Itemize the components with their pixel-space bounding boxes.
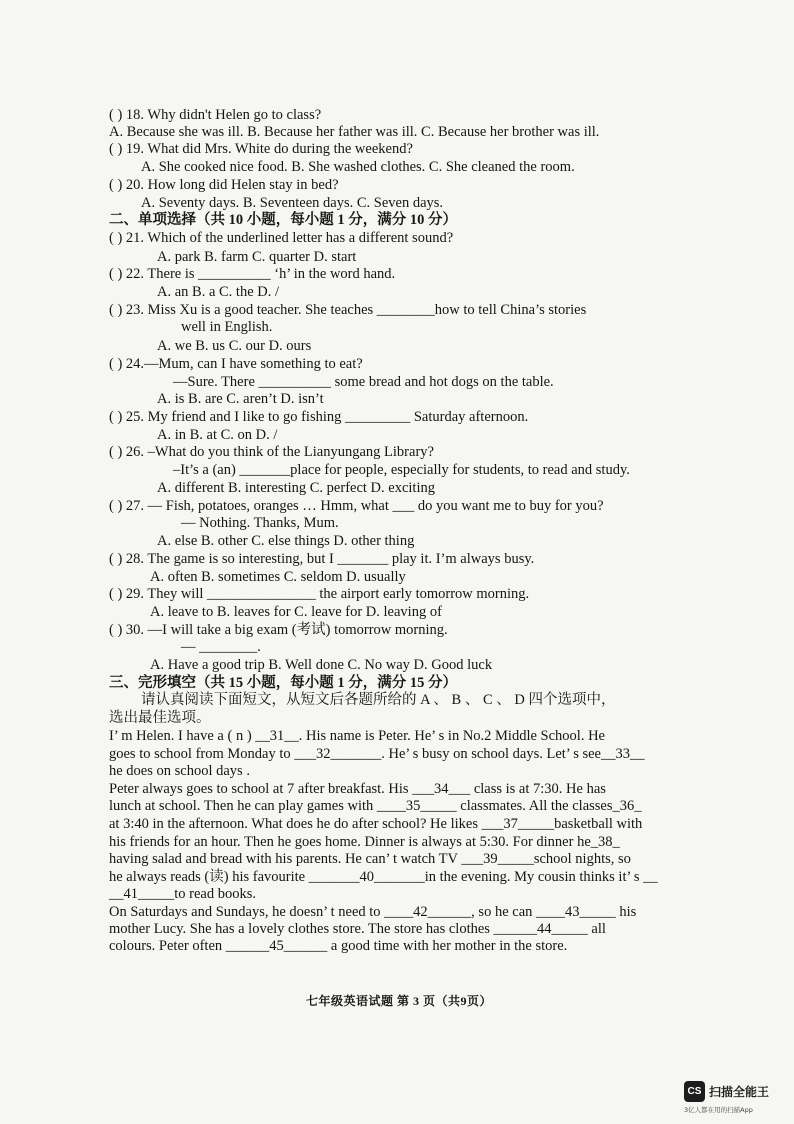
options-18: A. Because she was ill. B. Because her father was ill. C. Because her brother was ill. (109, 124, 600, 140)
question-21: ( ) 21. Which of the underlined letter has a different sound? (109, 230, 454, 246)
options-26: A. different B. interesting C. perfect D. exciting (157, 480, 435, 496)
passage-line: __41_____to read books. (109, 886, 256, 902)
question-27: ( ) 27. — Fish, potatoes, oranges … Hmm, what ___ do you want me to buy for you? (109, 498, 604, 514)
question-27-cont: — Nothing. Thanks, Mum. (181, 515, 339, 531)
camscanner-app-name: 扫描全能王 (709, 1085, 770, 1099)
question-24-cont: —Sure. There __________ some bread and hot dogs on the table. (173, 374, 554, 390)
section-3-heading: 三、完形填空（共 15 小题，每小题 1 分，满分 15 分） (109, 675, 457, 691)
question-26-cont: –It’s a (an) _______place for people, especially for students, to read and study. (173, 462, 630, 478)
question-23: ( ) 23. Miss Xu is a good teacher. She teaches ________how to tell China’s stories (109, 302, 587, 318)
question-22: ( ) 22. There is __________ ‘h’ in the word hand. (109, 266, 396, 282)
options-30: A. Have a good trip B. Well done C. No way D. Good luck (150, 657, 493, 673)
page-footer: 七年级英语试题 第 3 页（共9页） (306, 994, 493, 1008)
question-24: ( ) 24.—Mum, can I have something to eat? (109, 356, 363, 372)
question-26: ( ) 26. –What do you think of the Lianyungang Library? (109, 444, 434, 460)
question-28: ( ) 28. The game is so interesting, but I _______ play it. I’m always busy. (109, 551, 535, 567)
passage-line: he always reads (读) his favourite _______40_______in the evening. My cousin thinks it’ s __ (109, 869, 658, 885)
section-3-instructions: 请认真阅读下面短文，从短文后各题所给的 A 、 B 、 C 、 D 四个选项中， (141, 692, 616, 708)
question-23-cont: well in English. (181, 319, 273, 335)
options-22: A. an B. a C. the D. / (157, 284, 280, 300)
passage-line: Peter always goes to school at 7 after breakfast. His ___34___ class is at 7:30. He has (109, 781, 606, 797)
question-18: ( ) 18. Why didn't Helen go to class? (109, 107, 322, 123)
options-23: A. we B. us C. our D. ours (157, 338, 312, 354)
passage-line: I’ m Helen. I have a ( n ) __31__. His name is Peter. He’ s in No.2 Middle School. He (109, 728, 605, 744)
camscanner-tagline: 3亿人都在用的扫描App (684, 1106, 753, 1114)
passage-line: he does on school days . (109, 763, 250, 779)
options-19: A. She cooked nice food. B. She washed clothes. C. She cleaned the room. (141, 159, 575, 175)
options-25: A. in B. at C. on D. / (157, 427, 278, 443)
section-2-heading: 二、单项选择（共 10 小题，每小题 1 分，满分 10 分） (109, 212, 457, 228)
options-20: A. Seventy days. B. Seventeen days. C. Seven days. (141, 195, 444, 211)
question-29: ( ) 29. They will _______________ the airport early tomorrow morning. (109, 586, 530, 602)
options-27: A. else B. other C. else things D. other thing (157, 533, 415, 549)
question-19: ( ) 19. What did Mrs. White do during the weekend? (109, 141, 413, 157)
camscanner-logo-icon: CS (684, 1081, 705, 1102)
passage-line: his friends for an hour. Then he goes home. Dinner is always at 5:30. For dinner he_38_ (109, 834, 620, 850)
passage-line: On Saturdays and Sundays, he doesn’ t need to ____42______, so he can ____43_____ his (109, 904, 637, 920)
options-21: A. park B. farm C. quarter D. start (157, 249, 357, 265)
passage-line: at 3:40 in the afternoon. What does he do after school? He likes ___37_____basketball with (109, 816, 643, 832)
passage-line: having salad and bread with his parents. He can’ t watch TV ___39_____school nights, so (109, 851, 631, 867)
passage-line: goes to school from Monday to ___32_______. He’ s busy on school days. Let’ s see__33__ (109, 746, 645, 762)
question-20: ( ) 20. How long did Helen stay in bed? (109, 177, 339, 193)
question-30-cont: — ________. (181, 639, 261, 655)
passage-line: colours. Peter often ______45______ a good time with her mother in the store. (109, 938, 568, 954)
question-30: ( ) 30. —I will take a big exam (考试) tomorrow morning. (109, 622, 448, 638)
options-29: A. leave to B. leaves for C. leave for D. leaving of (150, 604, 442, 620)
options-28: A. often B. sometimes C. seldom D. usually (150, 569, 406, 585)
options-24: A. is B. are C. aren’t D. isn’t (157, 391, 324, 407)
passage-line: mother Lucy. She has a lovely clothes store. The store has clothes ______44_____ all (109, 921, 606, 937)
question-25: ( ) 25. My friend and I like to go fishing _________ Saturday afternoon. (109, 409, 529, 425)
passage-line: lunch at school. Then he can play games with ____35_____ classmates. All the classes_36_ (109, 798, 642, 814)
section-3-instructions-cont: 选出最佳选项。 (109, 710, 211, 726)
